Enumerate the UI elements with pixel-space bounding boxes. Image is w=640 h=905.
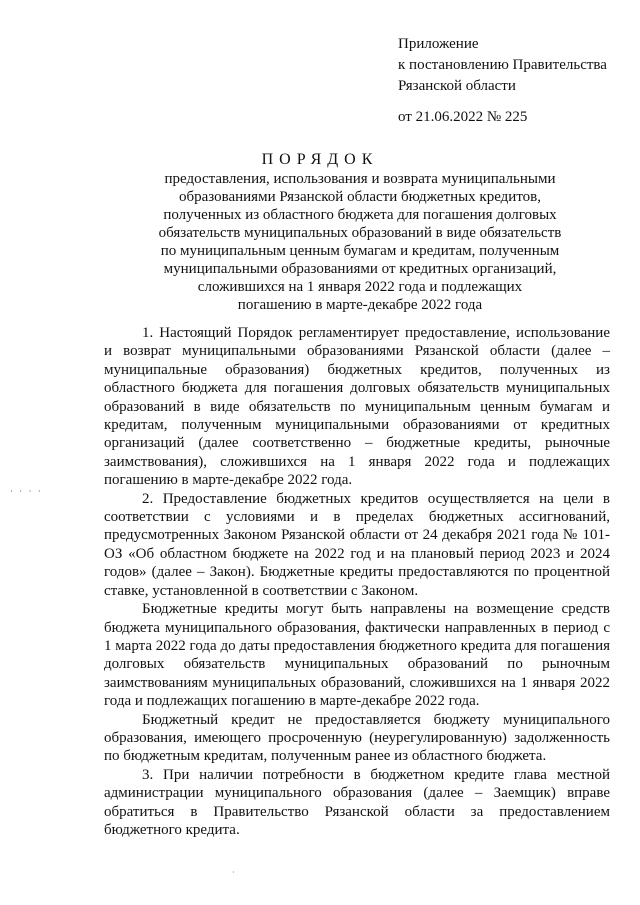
paragraph-2-restriction: Бюджетный кредит не предоставляется бюджету муниципального образования, имеющего просроченную (неурегулированную) задолженность по бюджетным кредитам, полученным ранее из областного бюджета. <box>104 711 610 765</box>
annex-line-date-number: от 21.06.2022 № 225 <box>398 109 528 125</box>
subtitle-line: полученных из областного бюджета для погашения долговых <box>163 207 557 223</box>
annex-block <box>398 34 607 128</box>
subtitle-line: обязательств муниципальных образований в виде обязательств <box>158 225 562 241</box>
paragraph-1: 1. Настоящий Порядок регламентирует предоставление, использование и возврат муниципальными образованиями Рязанской области (далее – муниципальные образования) бюджетных кредитов, полученных из областного бюджета для погашения долговых обязательств муниципальных образований в виде обязательств по муниципальным ценным бумагам и кредитам, полученным муниципальными образованиями от кредитных организаций (далее соответственно – бюджетные кредиты, рыночные заимствования), сложившихся на 1 января 2022 года и подлежащих погашению в марте-декабре 2022 года. <box>104 325 610 489</box>
subtitle-line: погашению в марте-декабре 2022 года <box>237 297 483 313</box>
subtitle-line: образованиями Рязанской области бюджетных кредитов, <box>178 189 542 205</box>
subtitle-line: муниципальными образованиями от кредитных организаций, <box>163 261 557 277</box>
paragraph-2: 2. Предоставление бюджетных кредитов осуществляется на цели в соответствии с условиями и в пределах бюджетных ассигнований, предусмотренных Законом Рязанской области от 24 декабря 2021 года № 101-ОЗ «Об областном бюджете на 2022 год и на плановый период 2023 и 2024 годов» (далее – Закон). Бюджетные кредиты предоставляются по процентной ставке, установленной в соответствии с Законом. <box>104 490 610 599</box>
document-title: ПОРЯДОК <box>261 151 379 168</box>
scan-artifact-mark: · <box>232 868 237 877</box>
annex-line-resolution: к постановлению Правительства <box>398 57 607 73</box>
subtitle-line: предоставления, использования и возврата муниципальными <box>164 171 556 187</box>
subtitle-line: сложившихся на 1 января 2022 года и подлежащих <box>197 279 523 295</box>
scan-artifact-mark: · · · · <box>10 486 43 496</box>
document-subtitle <box>60 170 640 314</box>
annex-line-region: Рязанской области <box>398 78 516 94</box>
subtitle-line: по муниципальным ценным бумагам и кредитам, полученным <box>160 243 560 259</box>
paragraph-3: 3. При наличии потребности в бюджетном кредите глава местной администрации муниципального образования (далее – Заемщик) вправе обратиться в Правительство Рязанской области за предоставлением бюджетного кредита. <box>104 766 610 838</box>
paragraph-2-credits-purpose: Бюджетные кредиты могут быть направлены на возмещение средств бюджета муниципального образования, фактически направленных в период с 1 марта 2022 года до даты предоставления бюджетного кредита для погашения долговых обязательств муниципальных образований по рыночным заимствованиям муниципальных образований, сложившихся на 1 января 2022 года и подлежащих погашению в марте-декабре 2022 года. <box>104 601 610 710</box>
annex-line-appendix: Приложение <box>398 36 479 52</box>
document-body <box>104 324 610 839</box>
